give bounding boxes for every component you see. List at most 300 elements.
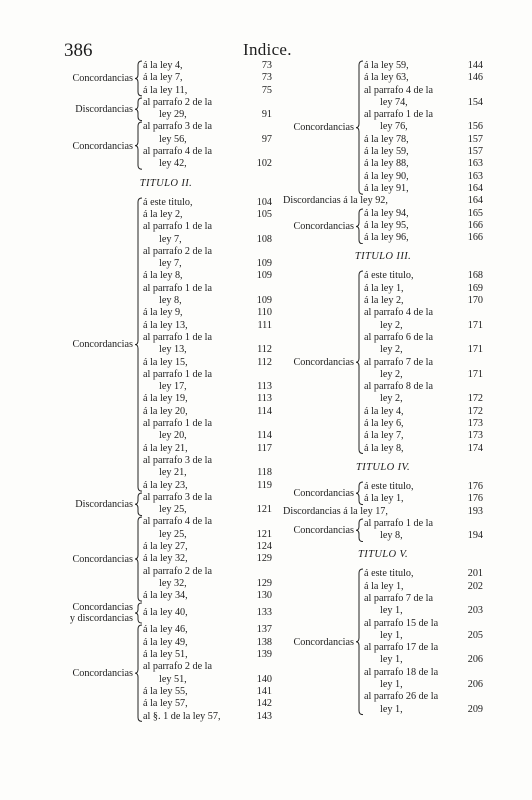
index-entry — [143, 209, 272, 221]
entry-text: al parrafo 2 de la — [143, 245, 213, 257]
index-entry — [143, 381, 272, 393]
entry-group — [60, 624, 272, 722]
entry-text: al §. 1 de la ley 57, — [143, 710, 221, 722]
entry-text: á la ley 8, — [364, 442, 404, 454]
entry-page-number: 138 — [256, 636, 272, 648]
entry-list — [143, 121, 272, 170]
entry-text: á la ley 46, — [143, 624, 188, 636]
index-entry — [364, 654, 483, 666]
index-entry — [364, 332, 483, 344]
index-entry — [143, 553, 272, 565]
entry-list — [364, 60, 483, 195]
index-entry — [143, 443, 272, 455]
entry-page-number: 97 — [261, 133, 272, 145]
entry-page-number: 142 — [256, 698, 272, 710]
brace-icon — [355, 568, 364, 716]
entry-text: ley 1, — [380, 654, 403, 666]
entry-page-number: 202 — [467, 580, 483, 592]
titulo-heading: TITULO II. — [139, 177, 193, 189]
index-entry — [143, 661, 272, 673]
group-label-line: Concordancias — [293, 220, 354, 232]
index-entry — [364, 369, 483, 381]
entry-text: á la ley 7, — [364, 430, 404, 442]
entry-text: ley 21, — [159, 467, 187, 479]
index-entry — [143, 637, 272, 649]
group-label-line: Concordancias — [293, 122, 354, 134]
entry-page-number: 118 — [257, 467, 272, 479]
index-entry-inline — [283, 506, 483, 518]
group-label — [283, 357, 355, 368]
index-entry — [143, 607, 272, 619]
entry-group — [283, 518, 483, 543]
entry-page-number: 114 — [257, 405, 272, 417]
brace — [355, 518, 364, 543]
group-label — [283, 488, 355, 499]
brace — [134, 602, 143, 624]
index-entry — [364, 704, 483, 716]
entry-list — [143, 492, 272, 517]
brace — [134, 60, 143, 97]
entry-text: al parrafo 1 de la — [143, 221, 213, 233]
entry-text: ley 2, — [380, 393, 403, 405]
entry-text: ley 1, — [380, 605, 403, 617]
entry-text: al parrafo 6 de la — [364, 331, 434, 343]
group-label-line: Discordancias — [75, 103, 133, 115]
group-label-line: Concordancias — [293, 357, 354, 369]
entry-page-number: 73 — [261, 72, 272, 84]
index-entry — [364, 605, 483, 617]
index-entry — [364, 121, 483, 133]
titulo-heading: TITULO III. — [354, 251, 412, 263]
brace-icon — [134, 516, 143, 602]
titulo-heading: TITULO V. — [357, 549, 409, 561]
index-entry — [143, 234, 272, 246]
index-entry — [143, 121, 272, 133]
entry-text: á la ley 49, — [143, 636, 188, 648]
brace-icon — [134, 60, 143, 97]
entry-page-number: 164 — [467, 195, 483, 207]
entry-text: á la ley 40, — [143, 607, 188, 619]
group-label — [283, 122, 355, 133]
entry-text: al parrafo 4 de la — [143, 146, 213, 158]
index-entry — [143, 492, 272, 504]
group-label-line: Concordancias — [72, 602, 133, 614]
entry-text: á la ley 55, — [143, 685, 188, 697]
entry-text: al parrafo 1 de la — [364, 109, 434, 121]
index-entry — [143, 504, 272, 516]
entry-page-number: 75 — [261, 84, 272, 96]
entry-page-number: 108 — [256, 233, 272, 245]
brace-icon — [355, 60, 364, 195]
index-entry — [143, 258, 272, 270]
entry-text: al parrafo 26 de la — [364, 691, 439, 703]
entry-text: á la ley 20, — [143, 405, 188, 417]
entry-text: á la ley 91, — [364, 182, 409, 194]
entry-group — [60, 516, 272, 602]
entry-text: á la ley 59, — [364, 146, 409, 158]
index-entry — [364, 72, 483, 84]
index-entry-inline — [283, 195, 483, 207]
index-entry — [364, 481, 483, 493]
entry-text: á la ley 94, — [364, 207, 409, 219]
entry-text: á la ley 15, — [143, 356, 188, 368]
index-entry — [143, 72, 272, 84]
brace — [355, 270, 364, 454]
entry-page-number: 176 — [467, 493, 483, 505]
entry-page-number: 172 — [467, 393, 483, 405]
index-entry — [364, 568, 483, 580]
entry-text: ley 2, — [380, 344, 403, 356]
index-entry — [143, 406, 272, 418]
group-label-line: Concordancias — [72, 338, 133, 350]
entry-text: al parrafo 4 de la — [364, 84, 434, 96]
entry-text: al parrafo 7 de la — [364, 592, 434, 604]
entry-page-number: 133 — [256, 607, 272, 619]
entry-page-number: 176 — [467, 480, 483, 492]
index-entry — [364, 381, 483, 393]
entry-text: al parrafo 15 de la — [364, 617, 439, 629]
index-entry — [364, 146, 483, 158]
entry-page-number: 171 — [467, 344, 483, 356]
entry-page-number: 112 — [257, 344, 272, 356]
entry-group — [283, 208, 483, 245]
index-entry — [143, 711, 272, 723]
entry-list — [364, 270, 483, 454]
entry-page-number: 169 — [467, 282, 483, 294]
index-entry — [364, 618, 483, 630]
entry-text: ley 56, — [159, 133, 187, 145]
entry-page-number: 113 — [257, 381, 272, 393]
entry-page-number: 104 — [256, 196, 272, 208]
entry-text: Discordancias á la ley 17, — [283, 505, 388, 517]
entry-text: á este titulo, — [364, 568, 414, 580]
group-label — [283, 525, 355, 536]
entry-text: al parrafo 3 de la — [143, 454, 213, 466]
entry-list — [364, 518, 483, 543]
index-entry — [143, 369, 272, 381]
brace — [355, 568, 364, 716]
entry-list — [143, 624, 272, 722]
entry-page-number: 172 — [467, 405, 483, 417]
entry-text: al parrafo 2 de la — [143, 661, 213, 673]
index-entry — [364, 320, 483, 332]
entry-text: ley 29, — [159, 109, 187, 121]
entry-text: á la ley 4, — [143, 60, 183, 71]
entry-list — [364, 568, 483, 716]
index-entry — [364, 220, 483, 232]
entry-text: á la ley 57, — [143, 698, 188, 710]
brace — [134, 197, 143, 492]
index-entry — [364, 630, 483, 642]
entry-page-number: 205 — [467, 629, 483, 641]
entry-page-number: 174 — [467, 442, 483, 454]
entry-page-number: 109 — [256, 258, 272, 270]
group-label-line: y discordancias — [69, 613, 133, 625]
entry-text: á la ley 11, — [143, 84, 188, 96]
entry-page-number: 201 — [467, 568, 483, 580]
entry-text: ley 25, — [159, 504, 187, 516]
entry-text: ley 13, — [159, 344, 187, 356]
brace — [134, 97, 143, 122]
entry-page-number: 156 — [467, 121, 483, 133]
index-entry — [143, 529, 272, 541]
entry-text: ley 25, — [159, 528, 187, 540]
entry-page-number: 168 — [467, 270, 483, 282]
entry-text: al parrafo 18 de la — [364, 666, 439, 678]
entry-text: á la ley 95, — [364, 219, 409, 231]
entry-text: ley 2, — [380, 368, 403, 380]
entry-page-number: 117 — [257, 442, 272, 454]
entry-page-number: 170 — [467, 295, 483, 307]
brace-icon — [134, 602, 143, 624]
index-entry — [143, 158, 272, 170]
entry-text: á la ley 2, — [364, 295, 404, 307]
entry-list — [143, 97, 272, 122]
index-entry — [364, 283, 483, 295]
entry-page-number: 164 — [467, 182, 483, 194]
entry-page-number: 157 — [467, 133, 483, 145]
entry-text: ley 8, — [159, 295, 182, 307]
entry-text: ley 2, — [380, 319, 403, 331]
entry-page-number: 173 — [467, 418, 483, 430]
index-entry — [143, 97, 272, 109]
entry-page-number: 166 — [467, 219, 483, 231]
entry-list — [143, 516, 272, 602]
index-entry — [364, 667, 483, 679]
brace-icon — [355, 518, 364, 543]
entry-page-number: 130 — [256, 590, 272, 602]
entry-page-number: 163 — [467, 170, 483, 182]
entry-text: al parrafo 1 de la — [143, 282, 213, 294]
index-entry — [143, 393, 272, 405]
entry-page-number: 113 — [257, 393, 272, 405]
entry-text: al parrafo 2 de la — [143, 96, 213, 108]
entry-page-number: 91 — [261, 109, 272, 121]
group-label-line: Concordancias — [293, 636, 354, 648]
entry-text: ley 42, — [159, 158, 187, 170]
brace — [134, 516, 143, 602]
entry-page-number: 144 — [467, 60, 483, 71]
index-entry — [143, 246, 272, 258]
entry-page-number: 73 — [261, 60, 272, 71]
entry-text: á la ley 1, — [364, 493, 404, 505]
entry-text: á la ley 27, — [143, 540, 188, 552]
index-entry — [143, 85, 272, 97]
entry-list — [364, 208, 483, 245]
group-label-line: Concordancias — [72, 140, 133, 152]
entry-page-number: 121 — [256, 504, 272, 516]
entry-text: á este titulo, — [143, 196, 193, 208]
entry-page-number: 206 — [467, 654, 483, 666]
group-label — [60, 668, 134, 679]
index-entry — [364, 642, 483, 654]
index-entry — [143, 566, 272, 578]
index-entry — [364, 393, 483, 405]
entry-text: á este titulo, — [364, 270, 414, 282]
index-entry — [143, 624, 272, 636]
entry-text: ley 7, — [159, 258, 182, 270]
entry-text: á la ley 23, — [143, 479, 188, 491]
index-entry — [364, 60, 483, 72]
group-label — [283, 637, 355, 648]
entry-page-number: 137 — [256, 624, 272, 636]
index-entry — [143, 344, 272, 356]
entry-group — [283, 568, 483, 716]
entry-text: ley 8, — [380, 530, 403, 542]
index-entry — [364, 232, 483, 244]
entry-text: ley 1, — [380, 679, 403, 691]
group-label-line: Concordancias — [72, 668, 133, 680]
entry-text: á la ley 90, — [364, 170, 409, 182]
entry-text: al parrafo 2 de la — [143, 565, 213, 577]
brace — [355, 208, 364, 245]
index-entry — [364, 357, 483, 369]
index-entry — [364, 518, 483, 530]
entry-page-number: 141 — [256, 685, 272, 697]
brace — [134, 492, 143, 517]
entry-list — [143, 60, 272, 97]
entry-group — [283, 481, 483, 506]
entry-text: á la ley 63, — [364, 72, 409, 84]
index-entry — [143, 283, 272, 295]
index-entry — [364, 691, 483, 703]
running-title: Indice. — [243, 40, 292, 59]
brace-icon — [134, 624, 143, 722]
entry-text: á la ley 8, — [143, 270, 183, 282]
group-label-line: Concordancias — [72, 553, 133, 565]
entry-group — [60, 197, 272, 492]
entry-page-number: 124 — [256, 540, 272, 552]
index-entry — [143, 134, 272, 146]
entry-text: á la ley 34, — [143, 590, 188, 602]
index-entry — [364, 97, 483, 109]
entry-text: á la ley 6, — [364, 418, 404, 430]
group-label — [60, 141, 134, 152]
right-column — [283, 60, 483, 716]
index-entry — [364, 679, 483, 691]
index-entry — [143, 674, 272, 686]
index-entry — [143, 418, 272, 430]
entry-page-number: 140 — [256, 673, 272, 685]
index-entry — [143, 146, 272, 158]
entry-text: á este titulo, — [364, 480, 414, 492]
entry-text: ley 74, — [380, 96, 408, 108]
entry-text: al parrafo 4 de la — [143, 516, 213, 528]
left-column — [60, 60, 272, 723]
entry-page-number: 129 — [256, 577, 272, 589]
entry-group — [60, 602, 272, 624]
index-entry — [364, 593, 483, 605]
index-entry — [364, 307, 483, 319]
page-number: 386 — [64, 40, 93, 61]
entry-text: al parrafo 7 de la — [364, 356, 434, 368]
index-entry — [364, 406, 483, 418]
group-label-line: Discordancias — [75, 498, 133, 510]
index-entry — [364, 134, 483, 146]
entry-list — [143, 197, 272, 492]
entry-text: á la ley 9, — [143, 307, 183, 319]
index-entry — [143, 197, 272, 209]
entry-text: al parrafo 4 de la — [364, 307, 434, 319]
entry-list — [364, 481, 483, 506]
entry-text: al parrafo 17 de la — [364, 642, 439, 654]
entry-text: al parrafo 1 de la — [143, 331, 213, 343]
index-entry — [143, 541, 272, 553]
index-entry — [143, 307, 272, 319]
titulo-heading: TITULO IV. — [356, 461, 410, 473]
entry-text: ley 17, — [159, 381, 187, 393]
group-label — [60, 73, 134, 84]
brace-icon — [355, 481, 364, 506]
index-entry — [143, 332, 272, 344]
index-entry — [364, 109, 483, 121]
index-entry — [364, 158, 483, 170]
brace-icon — [355, 208, 364, 245]
entry-text: á la ley 88, — [364, 158, 409, 170]
index-entry — [143, 221, 272, 233]
entry-page-number: 109 — [256, 270, 272, 282]
brace-icon — [355, 270, 364, 454]
brace-icon — [134, 492, 143, 517]
entry-text: al parrafo 3 de la — [143, 491, 213, 503]
entry-page-number: 203 — [467, 605, 483, 617]
entry-text: Discordancias á la ley 92, — [283, 195, 388, 207]
index-entry — [364, 443, 483, 455]
brace-icon — [134, 97, 143, 122]
entry-text: al parrafo 1 de la — [143, 368, 213, 380]
index-entry — [364, 171, 483, 183]
entry-list — [143, 607, 272, 619]
entry-text: al parrafo 1 de la — [143, 418, 213, 430]
entry-text: ley 51, — [159, 673, 187, 685]
index-entry — [143, 109, 272, 121]
entry-page-number: 154 — [467, 96, 483, 108]
brace — [355, 60, 364, 195]
entry-page-number: 146 — [467, 72, 483, 84]
index-entry — [143, 270, 272, 282]
entry-page-number: 112 — [257, 356, 272, 368]
entry-page-number: 166 — [467, 232, 483, 244]
entry-text: á la ley 21, — [143, 442, 188, 454]
entry-group — [60, 492, 272, 517]
entry-text: á la ley 32, — [143, 553, 188, 565]
entry-page-number: 102 — [256, 158, 272, 170]
group-label — [283, 221, 355, 232]
entry-page-number: 111 — [257, 319, 272, 331]
entry-group — [60, 97, 272, 122]
entry-text: ley 7, — [159, 233, 182, 245]
entry-page-number: 165 — [467, 207, 483, 219]
brace-icon — [134, 197, 143, 492]
entry-text: á la ley 13, — [143, 319, 188, 331]
entry-text: á la ley 78, — [364, 133, 409, 145]
entry-page-number: 119 — [257, 479, 272, 491]
entry-text: al parrafo 3 de la — [143, 121, 213, 133]
brace — [134, 121, 143, 170]
index-entry — [143, 60, 272, 72]
entry-group — [283, 60, 483, 195]
index-entry — [143, 467, 272, 479]
entry-text: á la ley 19, — [143, 393, 188, 405]
entry-text: á la ley 51, — [143, 649, 188, 661]
entry-text: á la ley 59, — [364, 60, 409, 71]
entry-text: ley 20, — [159, 430, 187, 442]
index-entry — [143, 430, 272, 442]
index-entry — [143, 516, 272, 528]
entry-text: ley 32, — [159, 577, 187, 589]
entry-text: ley 1, — [380, 629, 403, 641]
entry-text: á la ley 7, — [143, 72, 183, 84]
